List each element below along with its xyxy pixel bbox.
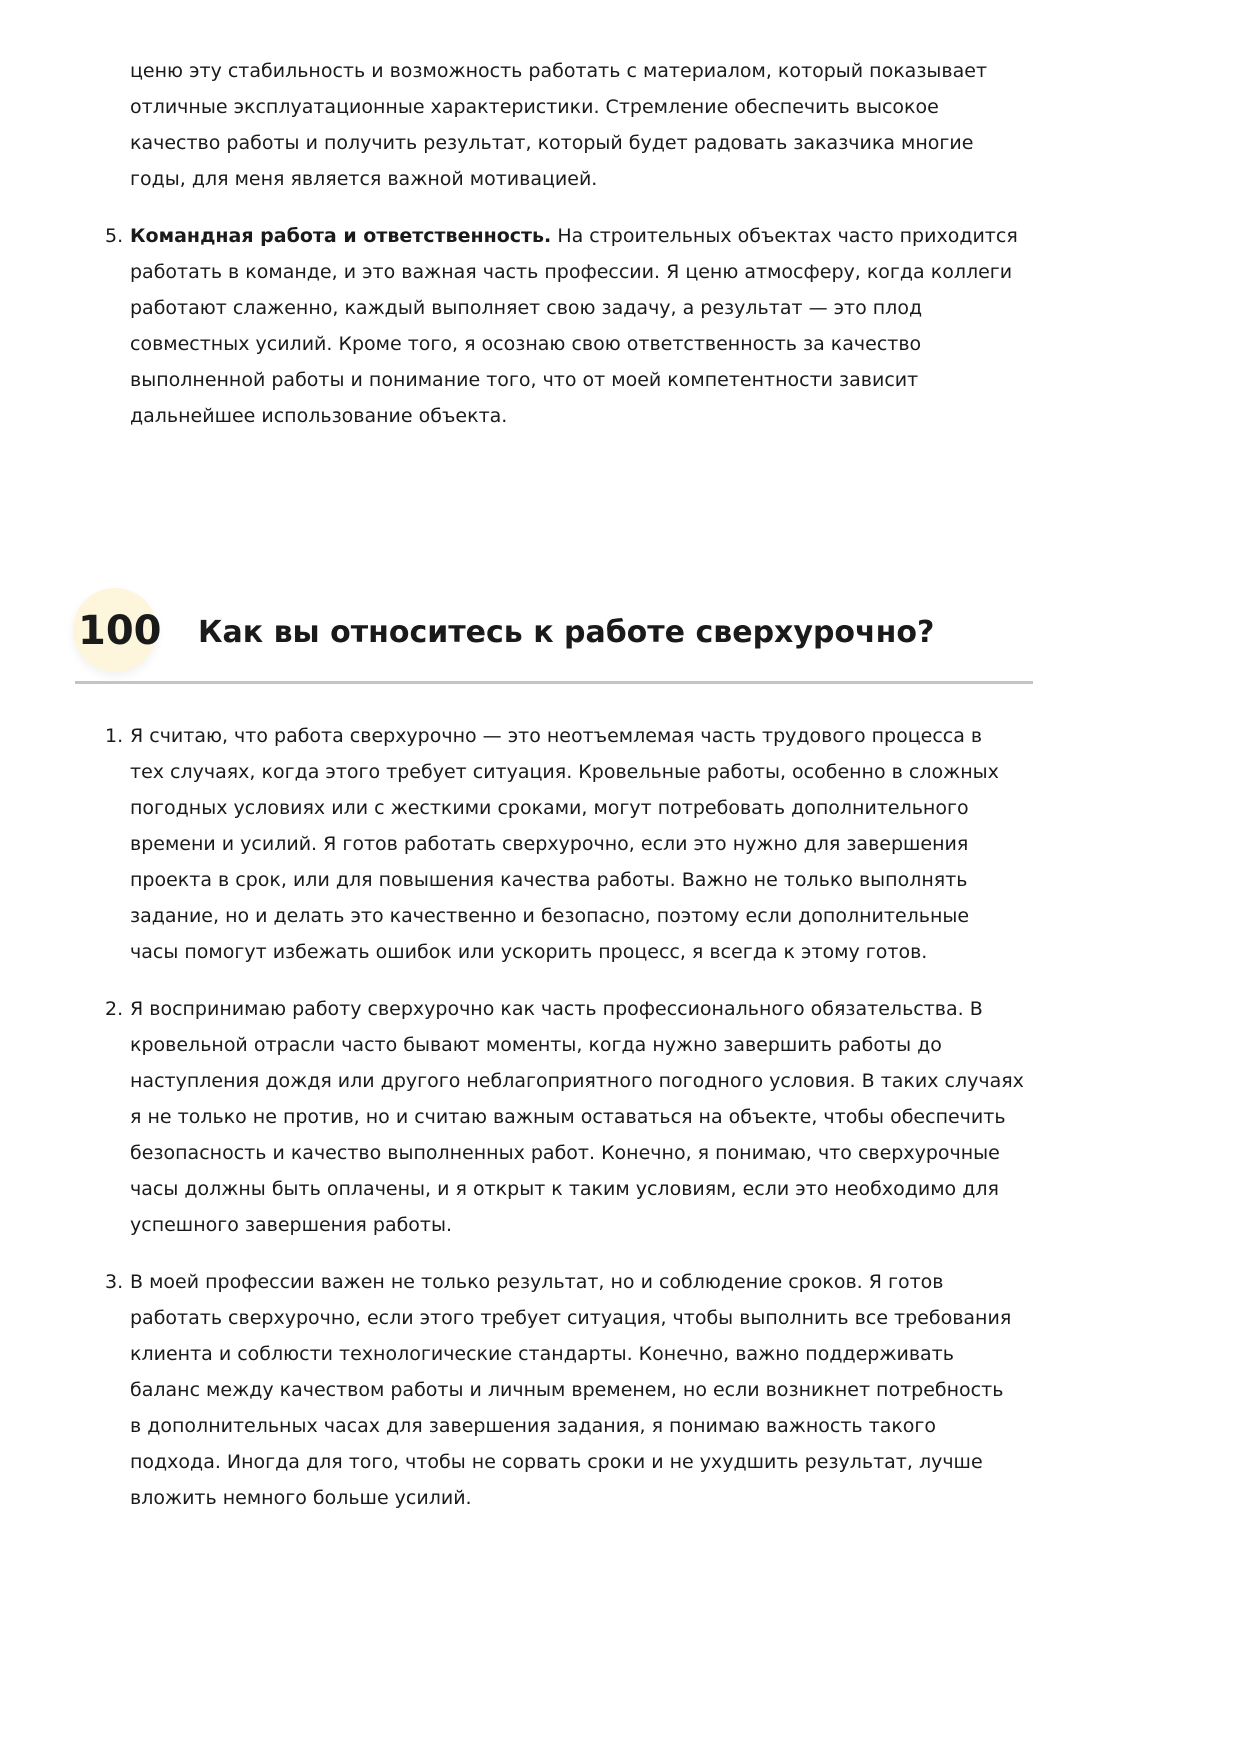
previous-answer-continuation	[105, 53, 1018, 455]
text-line: часы должны быть оплачены, и я открыт к таким условиям, если это необходимо для	[130, 1178, 999, 1200]
text-line: Я считаю, что работа сверхурочно — это неотъемлемая часть трудового процесса в	[130, 725, 983, 747]
answers-list	[105, 718, 1024, 1537]
text-line: отличные эксплуатационные характеристики. Стремление обеспечить высокое	[130, 96, 939, 118]
text-line: успешного завершения работы.	[130, 1214, 453, 1236]
text-line: работают слаженно, каждый выполняет свою задачу, а результат — это плод	[130, 297, 923, 319]
text-line: времени и усилий. Я готов работать сверхурочно, если это нужно для завершения	[130, 833, 969, 855]
text-line: часы помогут избежать ошибок или ускорить процесс, я всегда к этому готов.	[130, 941, 928, 963]
text-line: проекта в срок, или для повышения качества работы. Важно не только выполнять	[130, 869, 968, 891]
text-line: Я воспринимаю работу сверхурочно как часть профессионального обязательства. В	[130, 998, 983, 1020]
text-line: клиента и соблюсти технологические стандарты. Конечно, важно поддерживать	[130, 1343, 954, 1365]
list-number: 3.	[105, 1271, 124, 1293]
list-number: 2.	[105, 998, 124, 1020]
list-item-5	[105, 218, 1018, 434]
text-line: ценю эту стабильность и возможность работать с материалом, который показывает	[130, 60, 988, 82]
text-line: вложить немного больше усилий.	[130, 1487, 472, 1509]
text-line: безопасность и качество выполненных работ. Конечно, я понимаю, что сверхурочные	[130, 1142, 1000, 1164]
item-bold-lead: Командная работа и ответственность.	[130, 225, 552, 247]
text-line: качество работы и получить результат, который будет радовать заказчика многие	[130, 132, 974, 154]
question-title: Как вы относитесь к работе сверхурочно?	[198, 615, 935, 650]
text-line: тех случаях, когда этого требует ситуация. Кровельные работы, особенно в сложных	[130, 761, 999, 783]
answer-item-3	[105, 1264, 1024, 1516]
text-line: кровельной отрасли часто бывают моменты, когда нужно завершить работы до	[130, 1034, 942, 1056]
text-line: я не только не против, но и считаю важным оставаться на объекте, чтобы обеспечить	[130, 1106, 1006, 1128]
text-line: в дополнительных часах для завершения задания, я понимаю важность такого	[130, 1415, 937, 1437]
question-number: 100	[78, 608, 162, 654]
list-number: 1.	[105, 725, 124, 747]
answer-item-1	[105, 718, 1024, 970]
list-number: 5.	[105, 225, 124, 247]
answer-item-2	[105, 991, 1024, 1243]
divider	[75, 681, 1033, 684]
text-line: выполненной работы и понимание того, что от моей компетентности зависит	[130, 369, 919, 391]
text-line: работать сверхурочно, если этого требует ситуация, чтобы выполнить все требования	[130, 1307, 1012, 1329]
text-line: совместных усилий. Кроме того, я осознаю свою ответственность за качество	[130, 333, 922, 355]
text-line: наступления дождя или другого неблагоприятного погодного условия. В таких случаях	[130, 1070, 1024, 1092]
text-line: годы, для меня является важной мотивацией.	[130, 168, 598, 190]
text-line: дальнейшее использование объекта.	[130, 405, 508, 427]
item-text: На строительных объектах часто приходится	[551, 225, 1018, 247]
text-line: подхода. Иногда для того, чтобы не сорвать сроки и не ухудшить результат, лучше	[130, 1451, 983, 1473]
text-line: задание, но и делать это качественно и безопасно, поэтому если дополнительные	[130, 905, 970, 927]
text-line: баланс между качеством работы и личным временем, но если возникнет потребность	[130, 1379, 1004, 1401]
text-line: погодных условиях или с жесткими сроками, могут потребовать дополнительного	[130, 797, 969, 819]
text-line: работать в команде, и это важная часть профессии. Я ценю атмосферу, когда коллеги	[130, 261, 1013, 283]
text-line: В моей профессии важен не только результат, но и соблюдение сроков. Я готов	[130, 1271, 944, 1293]
list-item-continuation	[130, 53, 1018, 197]
